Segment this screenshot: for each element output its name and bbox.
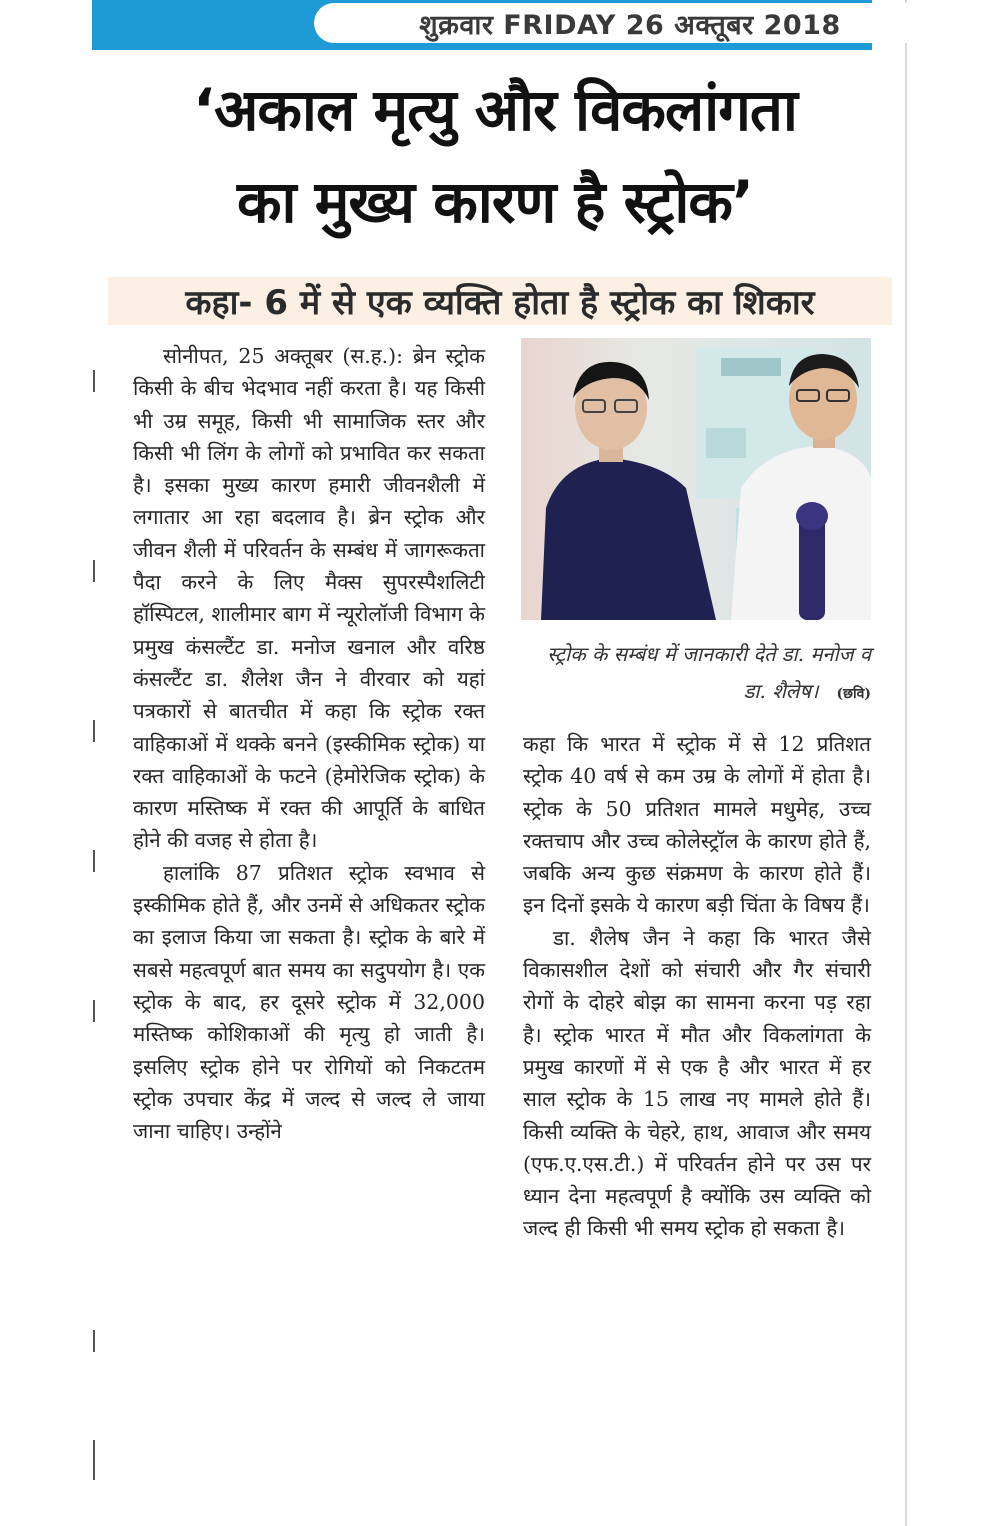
- margin-mark: [93, 1330, 95, 1352]
- headline-line-1: ‘अकाल मृत्यु और विकलांगता: [193, 76, 797, 144]
- doctors-photo-image: [521, 338, 871, 620]
- headline-line-2: का मुख्य कारण है स्ट्रोक’: [236, 168, 753, 236]
- right-paragraph-1: कहा कि भारत में स्ट्रोक में से 12 प्रतिशत स्ट्रोक 40 वर्ष से कम उम्र के लोगों में होता है। स्ट्रोक के 50 प्रतिशत मामले मधुमेह, उच्च रक्तचाप और उच्च कोलेस्ट्रॉल के कारण होते हैं, जबकि अन्य कुछ संक्रमण के कारण होते हैं। इन दिनों इसके ये कारण बड़ी चिंता के विषय हैं।: [523, 732, 871, 918]
- left-paragraph-1: सोनीपत, 25 अक्तूबर (स.ह.): ब्रेन स्ट्रोक किसी के बीच भेदभाव नहीं करता है। यह किसी भी उम्र समूह, किसी भी सामाजिक स्तर और किसी भी लिंग के लोगों को प्रभावित कर सकता है। इसका मुख्य कारण हमारी जीवनशैली में लगातार आ रहा बदलाव है। ब्रेन स्ट्रोक और जीवन शैली में परिवर्तन के सम्बंध में जागरूकता पैदा करने के लिए मैक्स सुपरस्पैशलिटी हॉस्पिटल, शालीमार बाग में न्यूरोलॉजी विभाग के प्रमुख कंसल्टैंट डा. मनोज खनाल और वरिष्ठ कंसल्टैंट डा. शैलेश जैन ने वीरवार को यहां पत्रकारों से बातचीत में कहा कि स्ट्रोक रक्त वाहिकाओं में थक्के बनने (इस्कीमिक स्ट्रोक) या रक्त वाहिकाओं के फटने (हेमोरेजिक स्ट्रोक) के कारण मस्तिष्क में रक्त की आपूर्ति के बाधित होने की वजह से होता है।: [133, 344, 485, 853]
- photo-caption: स्ट्रोक के सम्बंध में जानकारी देते डा. मनोज व डा. शैलेष।: [547, 642, 871, 703]
- margin-mark: [93, 720, 95, 742]
- left-paragraph-2: हालांकि 87 प्रतिशत स्ट्रोक स्वभाव से इस्कीमिक होते हैं, और उनमें से अधिकतर स्ट्रोक का इलाज किया जा सकता है। स्ट्रोक के बारे में सबसे महत्वपूर्ण बात समय का सदुपयोग है। एक स्ट्रोक के बाद, हर दूसरे स्ट्रोक में 32,000 मस्तिष्क कोशिकाओं की मृत्यु हो जाती है। इसलिए स्ट्रोक होने पर रोगियों को निकटतम स्ट्रोक उपचार केंद्र में जल्द से जल्द ले जाया जाना चाहिए। उन्होंने: [133, 860, 485, 1144]
- headline: [100, 64, 890, 248]
- date-banner: [92, 0, 872, 50]
- margin-mark: [93, 560, 95, 582]
- subheadline-strip: [108, 277, 892, 325]
- article-photo: [521, 338, 871, 620]
- margin-mark: [93, 1440, 95, 1480]
- margin-mark: [93, 1000, 95, 1022]
- right-column: [523, 728, 871, 1245]
- photo-credit: (छवि): [836, 686, 871, 702]
- page-edge-divider: [905, 0, 907, 1526]
- left-column: [133, 340, 485, 1147]
- margin-mark: [93, 370, 95, 392]
- right-paragraph-2: डा. शैलेष जैन ने कहा कि भारत जैसे विकासशील देशों को संचारी और गैर संचारी रोगों के दोहरे बोझ का सामना करना पड़ रहा है। स्ट्रोक भारत में मौत और विकलांगता के प्रमुख कारणों में से एक है और भारत में हर साल स्ट्रोक के 15 लाख नए मामले होते हैं। किसी व्यक्ति के चेहरे, हाथ, आवाज और समय (एफ.ए.एस.टी.) में परिवर्तन होने पर उस पर ध्यान देना महत्वपूर्ण है क्योंकि उस व्यक्ति को जल्द ही किसी भी समय स्ट्रोक हो सकता है।: [523, 925, 871, 1241]
- photo-caption-block: [523, 636, 871, 713]
- subheadline: कहा- 6 में से एक व्यक्ति होता है स्ट्रोक का शिकार: [185, 283, 815, 323]
- date-line: शुक्रवार FRIDAY 26 अक्तूबर 2018: [314, 3, 946, 43]
- margin-mark: [93, 850, 95, 872]
